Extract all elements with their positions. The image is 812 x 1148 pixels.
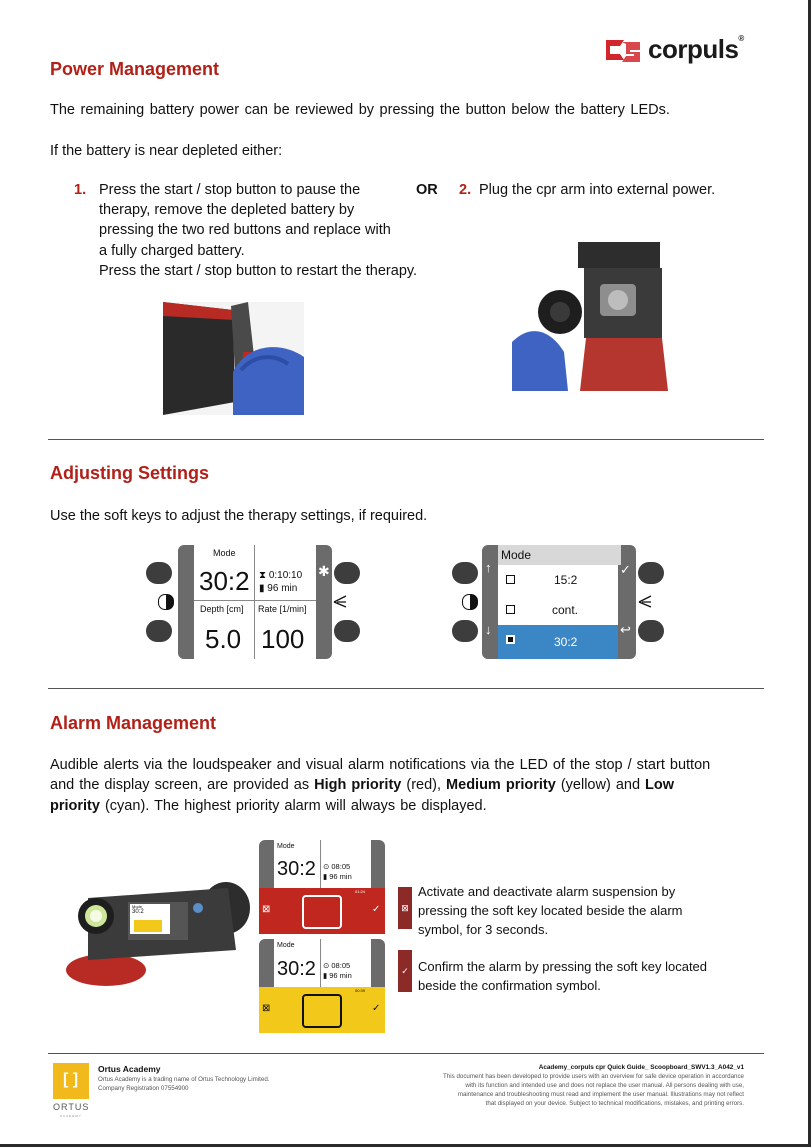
alarm-suspend-icon[interactable]: ⊠ (262, 1003, 271, 1014)
confirm-line2: beside the confirmation symbol. (418, 978, 601, 993)
checkbox (506, 605, 515, 614)
yellow-battery: 96 min (329, 971, 352, 980)
suspend-line2: pressing the soft key located beside the alarm (418, 903, 683, 918)
divider-2 (48, 688, 764, 689)
ortus-bracket-icon: [ ] (63, 1071, 79, 1088)
soft-key-right-bottom-2[interactable] (638, 620, 664, 642)
hourglass-icon: ⧗ (259, 570, 267, 581)
suspend-line1: Activate and deactivate alarm suspension by (418, 884, 676, 899)
step2-number: 2. (459, 182, 472, 198)
suspend-key-icon: ⊠ (398, 887, 412, 929)
depth-label: Depth [cm] (200, 604, 244, 614)
corpuls-logo (600, 34, 646, 73)
return-icon: ↩ (620, 622, 631, 637)
alarm-confirm-icon[interactable]: ✓ (372, 904, 381, 915)
yellow-code: 00:39 (355, 988, 366, 993)
disclaimer-line2: with its function and intended use and does not replace the user manual. All persons dealing with use, (465, 1082, 744, 1089)
yellow-mode-label: Mode (277, 942, 295, 949)
rate-value: 100 (261, 624, 305, 654)
soft-key-left-bottom[interactable] (146, 620, 172, 642)
confirm-check-icon: ✓ (620, 562, 631, 577)
mode-option-15-2[interactable]: 15:2 (498, 565, 618, 595)
yellow-time: 08:05 (331, 961, 351, 970)
soft-key-right-top[interactable] (334, 562, 360, 584)
device-photo (58, 880, 250, 990)
power-depleted: If the battery is near depleted either: (50, 143, 283, 159)
step1-line4: a fully charged battery. (99, 243, 245, 259)
medium-priority: Medium priority (446, 777, 556, 793)
red-time: 08:05 (331, 862, 351, 871)
power-title: Power Management (50, 59, 220, 79)
soft-key-right-top-2[interactable] (638, 562, 664, 584)
external-power-photo (512, 242, 668, 391)
disclaimer-line1: This document has been developed to provide users with an overview for safe device operation in accordance (443, 1073, 744, 1080)
alarm-para-line1: Audible alerts via the loudspeaker and visual alarm notifications via the LED of the stop / start button (50, 757, 711, 773)
ortus-logo (53, 1063, 89, 1099)
step1-line3: pressing the two red buttons and replace with (99, 222, 391, 238)
alarm-pictogram-red (302, 895, 342, 929)
suspend-line3: symbol, for 3 seconds. (418, 922, 549, 937)
clock-icon: ⊙ (323, 961, 330, 970)
volume-icon-2[interactable] (638, 594, 652, 608)
step1-line1: Press the start / stop button to pause the (99, 182, 361, 198)
battery-icon: ▮ (323, 872, 328, 881)
mode-menu-screen (498, 545, 618, 659)
soft-key-left-bottom-2[interactable] (452, 620, 478, 642)
red-code: 01:24 (355, 889, 366, 894)
alarm-suspend-icon[interactable]: ⊠ (262, 904, 271, 915)
footer-org: Ortus Academy (98, 1064, 161, 1074)
corpuls-logo-icon (600, 34, 646, 68)
gear-icon: ✱ (318, 563, 330, 579)
step1-number: 1. (74, 182, 87, 198)
device-mini-mode: Mode (132, 904, 143, 909)
contrast-icon-2[interactable] (462, 594, 478, 610)
arrow-down-icon: ↓ (485, 622, 492, 637)
settings-intro: Use the soft keys to adjust the therapy settings, if required. (50, 508, 428, 524)
soft-key-right-bottom[interactable] (334, 620, 360, 642)
ortus-logo-word: ORTUS (53, 1102, 90, 1112)
alarm-pictogram-yellow (302, 994, 342, 1028)
alarm-title: Alarm Management (50, 713, 217, 733)
or-label: OR (416, 182, 438, 198)
device-mini-value: 30:2 (132, 909, 144, 915)
confirm-line1: Confirm the alarm by pressing the soft key located (418, 959, 708, 974)
soft-key-left-top[interactable] (146, 562, 172, 584)
power-intro: The remaining battery power can be reviewed by pressing the button below the battery LEDs. (50, 102, 670, 118)
checkbox (506, 575, 515, 584)
ortus-logo-sub: ACADEMY (60, 1114, 82, 1118)
step2-text: Plug the cpr arm into external power. (479, 182, 716, 198)
arrow-up-icon: ↑ (485, 560, 492, 575)
footer-org-line2: Company Registration 07554900 (98, 1085, 189, 1092)
volume-icon[interactable] (333, 594, 347, 608)
high-priority: High priority (314, 777, 402, 793)
mode-option-cont[interactable]: cont. (498, 595, 618, 625)
mode-label: Mode (213, 548, 236, 558)
yellow-mode-value: 30:2 (277, 958, 316, 980)
red-mode-value: 30:2 (277, 858, 316, 880)
battery-remaining: 96 min (267, 583, 298, 594)
settings-title: Adjusting Settings (50, 463, 209, 483)
clock-icon: ⊙ (323, 862, 330, 871)
mode-option-30-2-selected[interactable]: 30:2 (498, 625, 618, 659)
alarm-confirm-icon[interactable]: ✓ (372, 1003, 381, 1014)
therapy-time: 0:10:10 (268, 570, 303, 581)
disclaimer-line4: that displayed on your device. Subject to technical modifications, mistakes, and printing errors. (485, 1100, 744, 1107)
rate-label: Rate [1/min] (258, 604, 307, 614)
divider-1 (48, 439, 764, 440)
checkbox-checked (506, 635, 515, 644)
battery-icon: ▮ (259, 583, 265, 594)
battery-icon: ▮ (323, 971, 328, 980)
low-priority: Low (645, 777, 675, 793)
red-battery: 96 min (329, 872, 352, 881)
footer-doc-id: Academy_corpuls cpr Quick Guide_ Scoopboard_SWV1.3_A042_v1 (538, 1064, 744, 1071)
alarm-para-line3: priority (cyan). The highest priority alarm will always be displayed. (50, 798, 487, 814)
footer-divider (48, 1053, 764, 1054)
step1-line5: Press the start / stop button to restart the therapy. (99, 263, 418, 279)
red-mode-label: Mode (277, 843, 295, 850)
footer-org-line1: Ortus Academy is a trading name of Ortus Technology Limited. (98, 1076, 270, 1083)
mode-value: 30:2 (199, 566, 250, 596)
battery-replace-photo (163, 302, 304, 415)
mode-menu-title: Mode (498, 545, 621, 565)
disclaimer-line3: maintenance and troubleshooting must read and implement the user manual. Illustrations may not reflect (457, 1091, 744, 1098)
brand-name: corpuls (648, 34, 739, 64)
confirm-key-icon: ✓ (398, 950, 412, 992)
depth-value: 5.0 (205, 624, 242, 654)
soft-key-left-top-2[interactable] (452, 562, 478, 584)
alarm-para-line2: and the display screen, are provided as High priority (red), Medium priority (yellow) and Low (50, 777, 675, 793)
contrast-icon[interactable] (158, 594, 174, 610)
step1-line2: therapy, remove the depleted battery by (99, 202, 355, 218)
brand-registered: ® (738, 34, 744, 43)
